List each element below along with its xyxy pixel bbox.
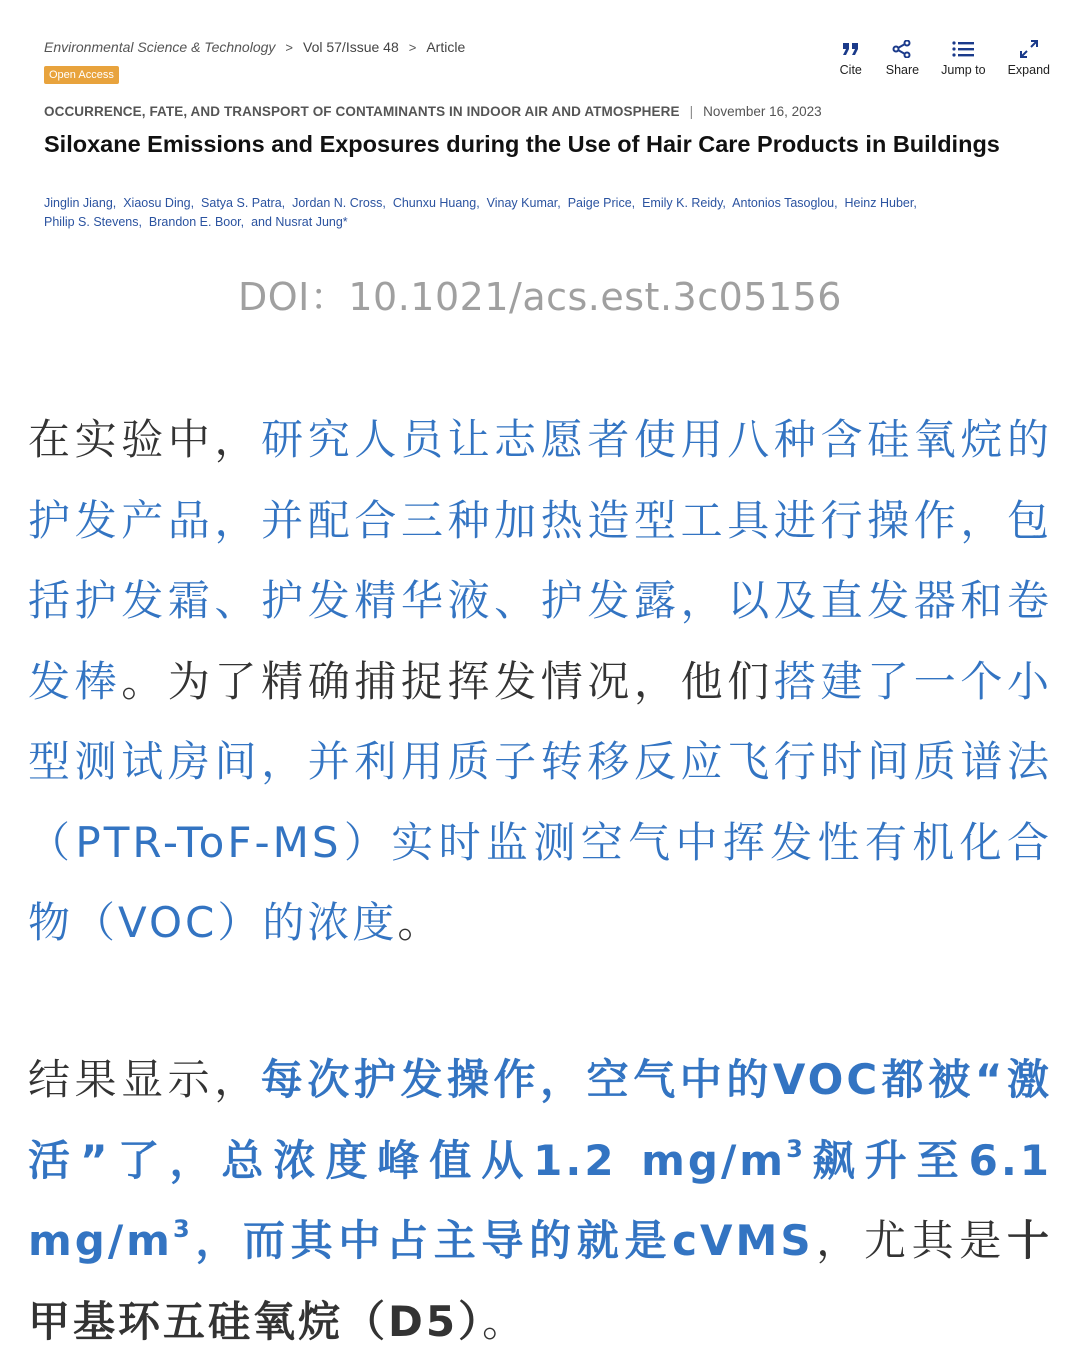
paragraph-1: [28, 400, 1052, 964]
highlight-text: 搭建了一个小型测试房间，并利用质子转移反应飞行时间质谱法（PTR-ToF-MS）实时监测空气中挥发性有机化合物（VOC）的浓度: [28, 656, 1052, 947]
cite-label: Cite: [839, 63, 862, 77]
article-title: Siloxane Emissions and Exposures during the Use of Hair Care Products in Buildings: [44, 131, 1000, 157]
text-run: 。: [482, 1296, 528, 1346]
expand-label: Expand: [1007, 63, 1050, 77]
author-link[interactable]: Paige Price,: [567, 196, 636, 210]
divider: |: [689, 104, 694, 119]
breadcrumb-journal[interactable]: Environmental Science & Technology: [44, 39, 276, 55]
author-link[interactable]: Jinglin Jiang,: [44, 196, 117, 210]
bold-text: 十甲基环五硅氧烷（D5）: [28, 1216, 1052, 1346]
author-link[interactable]: Antonios Tasoglou,: [732, 196, 838, 210]
open-access-badge: Open Access: [44, 66, 119, 84]
expand-icon: [1016, 36, 1042, 62]
author-list: [44, 194, 1044, 232]
author-line-2: [44, 213, 1044, 232]
jump-to-button[interactable]: [941, 36, 985, 77]
breadcrumb-volume[interactable]: Vol 57/Issue 48: [303, 39, 399, 55]
text-run: 。: [397, 898, 443, 947]
text-run: 。为了精确捕捉挥发情况，他们: [121, 656, 774, 706]
author-link[interactable]: Jordan N. Cross,: [292, 196, 386, 210]
expand-button[interactable]: [1008, 36, 1050, 77]
section-heading: OCCURRENCE, FATE, AND TRANSPORT OF CONTAMINANTS IN INDOOR AIR AND ATMOSPHERE: [44, 104, 680, 119]
cite-button[interactable]: [838, 36, 864, 77]
highlight-run: 每次护发操作，空气中的VOC都被“激活”了，总浓度峰值从1.2 mg/m: [28, 1055, 1052, 1185]
text-run: 在实验中，: [28, 415, 262, 464]
highlight-text: 研究人员让志愿者使用八种含硅氧烷的护发产品，并配合三种加热造型工具进行操作，包括护发霜、护发精华液、护发露，以及直发器和卷发棒: [28, 415, 1052, 706]
text-run: ，尤其是: [813, 1216, 1007, 1265]
article-header: [44, 36, 1054, 81]
author-link[interactable]: Philip S. Stevens,: [44, 215, 142, 229]
author-link[interactable]: Xiaosu Ding,: [123, 196, 195, 210]
jump-to-label: Jump to: [941, 63, 986, 77]
breadcrumb-type: Article: [426, 39, 466, 55]
share-label: Share: [885, 63, 920, 77]
text-run: 结果显示，: [28, 1055, 261, 1104]
author-link[interactable]: Vinay Kumar,: [486, 196, 561, 210]
doi-text: DOI：10.1021/acs.est.3c05156: [238, 275, 842, 319]
highlight-run: ，而其中占主导的就是cVMS: [192, 1216, 814, 1265]
author-link[interactable]: Heinz Huber,: [844, 196, 917, 210]
chevron-right-icon: >: [285, 39, 293, 55]
superscript: 3: [786, 1134, 806, 1163]
publish-date: November 16, 2023: [703, 104, 822, 119]
paragraph-2: [28, 1040, 1052, 1362]
article-actions: [838, 36, 1050, 77]
author-link[interactable]: Brandon E. Boor,: [148, 215, 245, 229]
share-button[interactable]: [886, 36, 919, 77]
superscript: 3: [172, 1215, 193, 1243]
highlight-run: 飙升至6.1 mg/m: [28, 1135, 1053, 1265]
list-icon: [950, 36, 976, 62]
author-link[interactable]: Satya S. Patra,: [201, 196, 286, 210]
author-line-1: [44, 194, 1044, 213]
section-line: [44, 104, 822, 119]
author-link[interactable]: Emily K. Reidy,: [642, 196, 726, 210]
author-link[interactable]: Chunxu Huang,: [392, 196, 480, 210]
chevron-right-icon: >: [408, 39, 417, 55]
share-icon: [889, 36, 915, 62]
author-link[interactable]: and Nusrat Jung*: [251, 215, 348, 229]
quote-icon: [838, 36, 864, 62]
